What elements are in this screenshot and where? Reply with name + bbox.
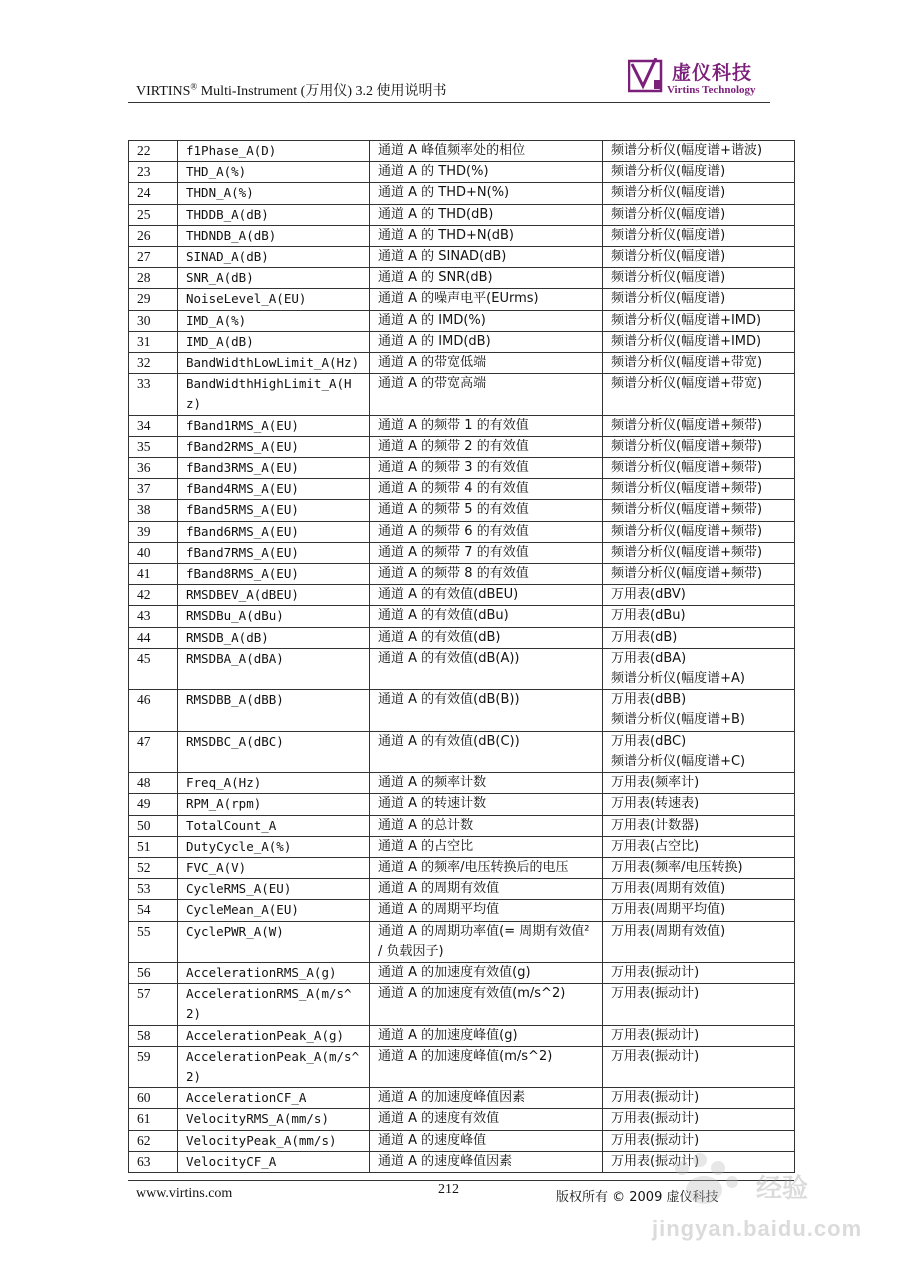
parameter-name: BandWidthHighLimit_A(Hz) (178, 374, 370, 415)
parameter-name: CyclePWR_A(W) (178, 921, 370, 962)
table-row (129, 794, 795, 815)
parameter-function: 万用表(dB) (603, 627, 795, 648)
parameter-function: 万用表(振动计) (603, 1025, 795, 1046)
table-row (129, 900, 795, 921)
parameter-description: 通道 A 的频率/电压转换后的电压 (370, 857, 603, 878)
parameter-name: fBand6RMS_A(EU) (178, 521, 370, 542)
parameter-function: 频谱分析仪(幅度谱+带宽) (603, 374, 795, 415)
parameter-description: 通道 A 的速度峰值 (370, 1130, 603, 1151)
parameter-function: 万用表(计数器) (603, 815, 795, 836)
parameter-function: 频谱分析仪(幅度谱+频带) (603, 436, 795, 457)
row-number: 50 (129, 815, 178, 836)
table-row (129, 1109, 795, 1130)
table-row (129, 648, 795, 689)
header-title-text: Multi-Instrument (万用仪) 3.2 使用说明书 (197, 84, 447, 99)
parameter-function: 频谱分析仪(幅度谱) (603, 268, 795, 289)
parameter-description: 通道 A 的频带 3 的有效值 (370, 458, 603, 479)
parameter-name: VelocityPeak_A(mm/s) (178, 1130, 370, 1151)
parameter-function: 频谱分析仪(幅度谱+带宽) (603, 353, 795, 374)
parameter-name: RMSDB_A(dB) (178, 627, 370, 648)
parameter-function: 频谱分析仪(幅度谱) (603, 225, 795, 246)
parameter-function: 万用表(振动计) (603, 984, 795, 1025)
parameter-function: 万用表(dBu) (603, 606, 795, 627)
parameter-name: VelocityRMS_A(mm/s) (178, 1109, 370, 1130)
row-number: 30 (129, 310, 178, 331)
header-divider (128, 102, 770, 103)
parameter-name: RMSDBu_A(dBu) (178, 606, 370, 627)
parameter-description: 通道 A 的频带 5 的有效值 (370, 500, 603, 521)
parameter-name: AccelerationRMS_A(g) (178, 962, 370, 983)
parameter-description: 通道 A 的带宽高端 (370, 374, 603, 415)
parameter-function: 万用表(dBC) 频谱分析仪(幅度谱+C) (603, 731, 795, 772)
parameter-name: RMSDBC_A(dBC) (178, 731, 370, 772)
row-number: 52 (129, 857, 178, 878)
table-row (129, 627, 795, 648)
parameter-name: DutyCycle_A(%) (178, 836, 370, 857)
parameter-name: CycleMean_A(EU) (178, 900, 370, 921)
table-row (129, 521, 795, 542)
table-row (129, 984, 795, 1025)
row-number: 25 (129, 204, 178, 225)
table-row (129, 415, 795, 436)
table-row (129, 585, 795, 606)
virtins-logo (628, 58, 768, 100)
table-row (129, 331, 795, 352)
row-number: 54 (129, 900, 178, 921)
table-row (129, 289, 795, 310)
row-number: 55 (129, 921, 178, 962)
baidu-jingyan-watermark (648, 1150, 888, 1250)
parameter-function: 万用表(dBB) 频谱分析仪(幅度谱+B) (603, 690, 795, 731)
table-row (129, 479, 795, 500)
parameter-description: 通道 A 的有效值(dB(A)) (370, 648, 603, 689)
table-row (129, 500, 795, 521)
parameter-function: 频谱分析仪(幅度谱) (603, 247, 795, 268)
row-number: 58 (129, 1025, 178, 1046)
parameter-table-body (129, 141, 795, 1173)
parameter-function: 万用表(振动计) (603, 1151, 795, 1172)
parameter-name: fBand1RMS_A(EU) (178, 415, 370, 436)
parameter-name: fBand5RMS_A(EU) (178, 500, 370, 521)
row-number: 60 (129, 1088, 178, 1109)
parameter-name: IMD_A(%) (178, 310, 370, 331)
table-row (129, 183, 795, 204)
row-number: 57 (129, 984, 178, 1025)
row-number: 23 (129, 162, 178, 183)
table-row (129, 815, 795, 836)
parameter-description: 通道 A 的速度峰值因素 (370, 1151, 603, 1172)
table-row (129, 606, 795, 627)
parameter-function: 频谱分析仪(幅度谱+频带) (603, 479, 795, 500)
parameter-function: 万用表(占空比) (603, 836, 795, 857)
parameter-name: fBand7RMS_A(EU) (178, 542, 370, 563)
table-row (129, 1088, 795, 1109)
row-number: 46 (129, 690, 178, 731)
virtins-logo-icon (628, 58, 664, 94)
table-row (129, 857, 795, 878)
parameter-description: 通道 A 的周期有效值 (370, 879, 603, 900)
parameter-description: 通道 A 峰值频率处的相位 (370, 141, 603, 162)
parameter-name: THDDB_A(dB) (178, 204, 370, 225)
table-row (129, 962, 795, 983)
row-number: 32 (129, 353, 178, 374)
table-row (129, 436, 795, 457)
table-row (129, 353, 795, 374)
parameter-description: 通道 A 的频带 4 的有效值 (370, 479, 603, 500)
parameter-name: AccelerationCF_A (178, 1088, 370, 1109)
parameter-function: 万用表(dBA) 频谱分析仪(幅度谱+A) (603, 648, 795, 689)
table-row (129, 310, 795, 331)
watermark-chinese: 经验 (756, 1174, 809, 1204)
parameter-description: 通道 A 的频带 2 的有效值 (370, 436, 603, 457)
parameter-name: AccelerationRMS_A(m/s^2) (178, 984, 370, 1025)
parameter-name: Freq_A(Hz) (178, 773, 370, 794)
parameter-function: 频谱分析仪(幅度谱) (603, 162, 795, 183)
parameter-description: 通道 A 的 THD(%) (370, 162, 603, 183)
row-number: 26 (129, 225, 178, 246)
parameter-name: THDNDB_A(dB) (178, 225, 370, 246)
row-number: 53 (129, 879, 178, 900)
table-row (129, 564, 795, 585)
parameter-function: 万用表(频率计) (603, 773, 795, 794)
row-number: 41 (129, 564, 178, 585)
parameter-description: 通道 A 的有效值(dB) (370, 627, 603, 648)
parameter-function: 频谱分析仪(幅度谱) (603, 289, 795, 310)
parameter-function: 万用表(dBV) (603, 585, 795, 606)
row-number: 48 (129, 773, 178, 794)
parameter-function: 频谱分析仪(幅度谱) (603, 204, 795, 225)
row-number: 33 (129, 374, 178, 415)
parameter-name: IMD_A(dB) (178, 331, 370, 352)
row-number: 24 (129, 183, 178, 204)
parameter-name: AccelerationPeak_A(m/s^2) (178, 1046, 370, 1087)
parameter-description: 通道 A 的周期平均值 (370, 900, 603, 921)
row-number: 27 (129, 247, 178, 268)
parameter-function: 万用表(转速表) (603, 794, 795, 815)
parameter-name: FVC_A(V) (178, 857, 370, 878)
logo-chinese-name: 虚仪科技 (672, 62, 753, 84)
parameter-description: 通道 A 的 SNR(dB) (370, 268, 603, 289)
parameter-description: 通道 A 的 THD+N(%) (370, 183, 603, 204)
parameter-description: 通道 A 的加速度有效值(g) (370, 962, 603, 983)
paw-icon (652, 1150, 752, 1210)
parameter-name: fBand8RMS_A(EU) (178, 564, 370, 585)
parameter-description: 通道 A 的频带 1 的有效值 (370, 415, 603, 436)
parameter-description: 通道 A 的频带 7 的有效值 (370, 542, 603, 563)
table-row (129, 141, 795, 162)
table-row (129, 773, 795, 794)
row-number: 34 (129, 415, 178, 436)
parameter-name: SNR_A(dB) (178, 268, 370, 289)
row-number: 43 (129, 606, 178, 627)
parameter-description: 通道 A 的带宽低端 (370, 353, 603, 374)
row-number: 49 (129, 794, 178, 815)
footer-website: www.virtins.com (136, 1186, 233, 1201)
row-number: 42 (129, 585, 178, 606)
parameter-name: RMSDBB_A(dBB) (178, 690, 370, 731)
table-row (129, 1046, 795, 1087)
parameter-description: 通道 A 的速度有效值 (370, 1109, 603, 1130)
table-row (129, 374, 795, 415)
registered-mark: ® (190, 81, 198, 92)
parameter-description: 通道 A 的有效值(dBu) (370, 606, 603, 627)
parameter-description: 通道 A 的有效值(dBEU) (370, 585, 603, 606)
parameter-function: 万用表(振动计) (603, 1046, 795, 1087)
parameter-description: 通道 A 的有效值(dB(B)) (370, 690, 603, 731)
parameter-name: RPM_A(rpm) (178, 794, 370, 815)
parameter-name: BandWidthLowLimit_A(Hz) (178, 353, 370, 374)
parameter-name: VelocityCF_A (178, 1151, 370, 1172)
row-number: 22 (129, 141, 178, 162)
parameter-description: 通道 A 的有效值(dB(C)) (370, 731, 603, 772)
parameter-name: TotalCount_A (178, 815, 370, 836)
parameter-description: 通道 A 的 IMD(dB) (370, 331, 603, 352)
parameter-function: 频谱分析仪(幅度谱+频带) (603, 458, 795, 479)
table-row (129, 204, 795, 225)
row-number: 62 (129, 1130, 178, 1151)
page-number: 212 (438, 1182, 459, 1197)
parameter-description: 通道 A 的占空比 (370, 836, 603, 857)
table-row (129, 247, 795, 268)
table-row (129, 690, 795, 731)
parameter-function: 频谱分析仪(幅度谱+谐波) (603, 141, 795, 162)
row-number: 31 (129, 331, 178, 352)
row-number: 61 (129, 1109, 178, 1130)
row-number: 39 (129, 521, 178, 542)
parameter-name: f1Phase_A(D) (178, 141, 370, 162)
row-number: 45 (129, 648, 178, 689)
parameter-description: 通道 A 的 THD+N(dB) (370, 225, 603, 246)
parameter-name: fBand3RMS_A(EU) (178, 458, 370, 479)
parameter-description: 通道 A 的转速计数 (370, 794, 603, 815)
document-header-title (136, 80, 447, 100)
parameter-description: 通道 A 的噪声电平(EUrms) (370, 289, 603, 310)
parameter-function: 频谱分析仪(幅度谱+IMD) (603, 331, 795, 352)
parameter-description: 通道 A 的频带 8 的有效值 (370, 564, 603, 585)
table-row (129, 836, 795, 857)
watermark-url: jingyan.baidu.com (652, 1216, 863, 1241)
parameter-name: RMSDBEV_A(dBEU) (178, 585, 370, 606)
table-row (129, 1130, 795, 1151)
row-number: 38 (129, 500, 178, 521)
parameter-function: 万用表(振动计) (603, 1109, 795, 1130)
parameter-function: 万用表(周期平均值) (603, 900, 795, 921)
parameter-description: 通道 A 的加速度峰值(m/s^2) (370, 1046, 603, 1087)
parameter-description: 通道 A 的加速度峰值(g) (370, 1025, 603, 1046)
row-number: 63 (129, 1151, 178, 1172)
parameter-description: 通道 A 的频带 6 的有效值 (370, 521, 603, 542)
table-row (129, 1025, 795, 1046)
brand-name: VIRTINS (136, 84, 191, 99)
table-row (129, 458, 795, 479)
parameter-function: 频谱分析仪(幅度谱) (603, 183, 795, 204)
parameter-name: fBand4RMS_A(EU) (178, 479, 370, 500)
parameter-name: AccelerationPeak_A(g) (178, 1025, 370, 1046)
row-number: 59 (129, 1046, 178, 1087)
row-number: 29 (129, 289, 178, 310)
table-row (129, 542, 795, 563)
parameter-description: 通道 A 的 SINAD(dB) (370, 247, 603, 268)
parameter-function: 频谱分析仪(幅度谱+频带) (603, 564, 795, 585)
parameter-function: 万用表(振动计) (603, 1088, 795, 1109)
parameter-table (128, 140, 795, 1173)
table-row (129, 731, 795, 772)
row-number: 37 (129, 479, 178, 500)
parameter-name: CycleRMS_A(EU) (178, 879, 370, 900)
parameter-description: 通道 A 的频率计数 (370, 773, 603, 794)
row-number: 47 (129, 731, 178, 772)
table-row (129, 268, 795, 289)
parameter-function: 频谱分析仪(幅度谱+IMD) (603, 310, 795, 331)
table-row (129, 879, 795, 900)
parameter-function: 频谱分析仪(幅度谱+频带) (603, 542, 795, 563)
parameter-description: 通道 A 的加速度有效值(m/s^2) (370, 984, 603, 1025)
parameter-description: 通道 A 的周期功率值(= 周期有效值² / 负载因子) (370, 921, 603, 962)
parameter-name: SINAD_A(dB) (178, 247, 370, 268)
table-row (129, 162, 795, 183)
parameter-function: 万用表(振动计) (603, 962, 795, 983)
table-row (129, 921, 795, 962)
parameter-function: 万用表(振动计) (603, 1130, 795, 1151)
parameter-description: 通道 A 的总计数 (370, 815, 603, 836)
parameter-function: 万用表(周期有效值) (603, 921, 795, 962)
parameter-description: 通道 A 的加速度峰值因素 (370, 1088, 603, 1109)
parameter-description: 通道 A 的 IMD(%) (370, 310, 603, 331)
parameter-name: fBand2RMS_A(EU) (178, 436, 370, 457)
row-number: 56 (129, 962, 178, 983)
parameter-description: 通道 A 的 THD(dB) (370, 204, 603, 225)
footer-copyright: 版权所有 © 2009 虚仪科技 (556, 1190, 719, 1205)
logo-english-name: Virtins Technology (667, 84, 756, 96)
table-row (129, 225, 795, 246)
parameter-name: THD_A(%) (178, 162, 370, 183)
row-number: 35 (129, 436, 178, 457)
parameter-name: THDN_A(%) (178, 183, 370, 204)
parameter-name: NoiseLevel_A(EU) (178, 289, 370, 310)
parameter-function: 万用表(周期有效值) (603, 879, 795, 900)
parameter-function: 万用表(频率/电压转换) (603, 857, 795, 878)
row-number: 36 (129, 458, 178, 479)
parameter-function: 频谱分析仪(幅度谱+频带) (603, 500, 795, 521)
parameter-name: RMSDBA_A(dBA) (178, 648, 370, 689)
row-number: 51 (129, 836, 178, 857)
parameter-function: 频谱分析仪(幅度谱+频带) (603, 415, 795, 436)
row-number: 28 (129, 268, 178, 289)
row-number: 44 (129, 627, 178, 648)
row-number: 40 (129, 542, 178, 563)
parameter-function: 频谱分析仪(幅度谱+频带) (603, 521, 795, 542)
